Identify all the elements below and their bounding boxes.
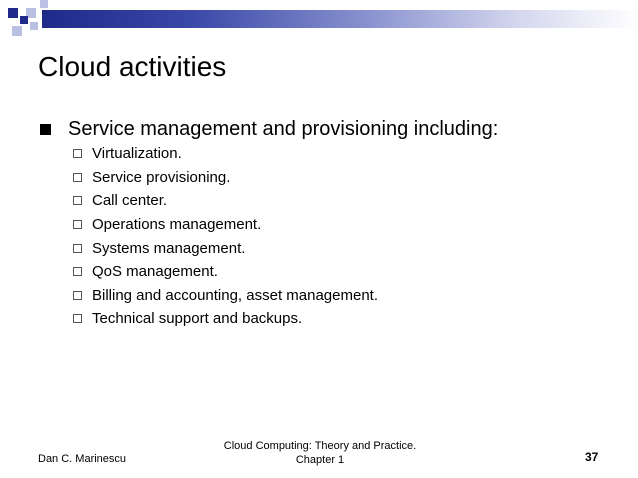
- list-item: [73, 142, 378, 166]
- footer-author: Dan C. Marinescu: [38, 453, 127, 465]
- hollow-square-bullet-icon: [73, 173, 82, 182]
- decor-square: [20, 16, 28, 24]
- list-item: [73, 260, 378, 284]
- list-item: [73, 236, 378, 260]
- hollow-square-bullet-icon: [73, 291, 82, 300]
- main-bullet: [40, 116, 498, 142]
- list-item-text: Technical support and backups.: [92, 310, 303, 328]
- footer-book-line: Cloud Computing: Theory and Practice.: [223, 440, 417, 452]
- square-bullet-icon: [40, 124, 51, 135]
- decor-square: [30, 22, 38, 30]
- list-item: [73, 189, 378, 213]
- list-item-text: Billing and accounting, asset management.: [92, 286, 379, 304]
- list-item: [73, 213, 378, 237]
- sub-bullet-list: [73, 142, 378, 331]
- hollow-square-bullet-icon: [73, 196, 82, 205]
- hollow-square-bullet-icon: [73, 220, 82, 229]
- hollow-square-bullet-icon: [73, 267, 82, 276]
- header-gradient-bar: [42, 10, 638, 28]
- footer-chapter-line: Chapter 1: [295, 454, 345, 466]
- list-item: [73, 284, 378, 308]
- list-item-text: QoS management.: [92, 263, 218, 281]
- page-number: 37: [585, 450, 599, 464]
- list-item-text: Operations management.: [92, 216, 262, 234]
- hollow-square-bullet-icon: [73, 314, 82, 323]
- list-item: [73, 166, 378, 190]
- hollow-square-bullet-icon: [73, 149, 82, 158]
- list-item-text: Virtualization.: [92, 145, 182, 163]
- decor-square: [8, 8, 18, 18]
- list-item-text: Service provisioning.: [92, 168, 231, 186]
- list-item-text: Call center.: [92, 192, 168, 210]
- list-item-text: Systems management.: [92, 239, 246, 257]
- decor-square: [12, 26, 22, 36]
- list-item: [73, 307, 378, 331]
- decor-square: [40, 0, 48, 8]
- hollow-square-bullet-icon: [73, 244, 82, 253]
- slide-title: Cloud activities: [38, 51, 227, 82]
- footer-book-title: [200, 439, 440, 467]
- main-bullet-text: Service management and provisioning including:: [68, 118, 499, 140]
